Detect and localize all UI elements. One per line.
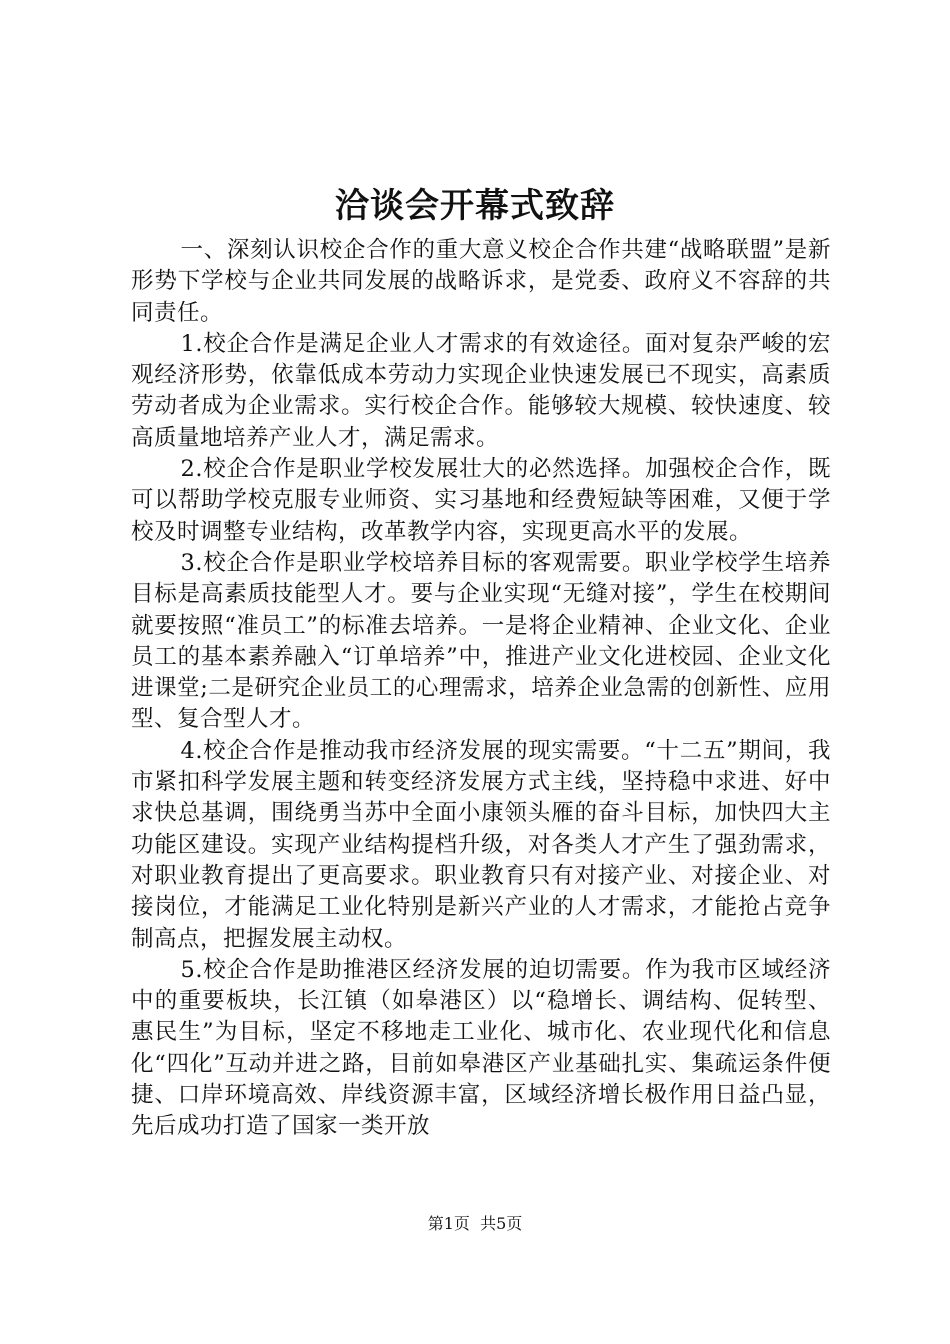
page-total: 共5页 — [480, 1214, 523, 1233]
paragraph-point-2: 2.校企合作是职业学校发展壮大的必然选择。加强校企合作，既可以帮助学校克服专业师资、实习基地和经费短缺等困难，又便于学校及时调整专业结构，改革教学内容，实现更高水平的发展。 — [131, 456, 831, 545]
paragraph-point-5: 5.校企合作是助推港区经济发展的迫切需要。作为我市区域经济中的重要板块，长江镇（如皋港区）以“稳增长、调结构、促转型、惠民生”为目标，坚定不移地走工业化、城市化、农业现代化和信息化“四化”互动并进之路，目前如皋港区产业基础扎实、集疏运条件便捷、口岸环境高效、岸线资源丰富，区域经济增长极作用日益凸显，先后成功打造了国家一类开放 — [131, 956, 831, 1140]
paragraph-point-1: 1.校企合作是满足企业人才需求的有效途径。面对复杂严峻的宏观经济形势，依靠低成本劳动力实现企业快速发展已不现实，高素质劳动者成为企业需求。实行校企合作。能够较大规模、较快速度、较高质量地培养产业人才，满足需求。 — [131, 330, 831, 451]
paragraph-intro: 一、深刻认识校企合作的重大意义校企合作共建“战略联盟”是新形势下学校与企业共同发展的战略诉求，是党委、政府义不容辞的共同责任。 — [131, 237, 831, 326]
paragraph-point-3: 3.校企合作是职业学校培养目标的客观需要。职业学校学生培养目标是高素质技能型人才。要与企业实现“无缝对接”，学生在校期间就要按照“准员工”的标准去培养。一是将企业精神、企业文化、企业员工的基本素养融入“订单培养”中，推进产业文化进校园、企业文化进课堂;二是研究企业员工的心理需求，培养企业急需的创新性、应用型、复合型人才。 — [131, 549, 831, 733]
document-body — [131, 235, 831, 1143]
document-title: 洽谈会开幕式致辞 — [335, 186, 615, 226]
page-number: 第1页 — [427, 1214, 470, 1233]
paragraph-point-4: 4.校企合作是推动我市经济发展的现实需要。“十二五”期间，我市紧扣科学发展主题和转变经济发展方式主线，坚持稳中求进、好中求快总基调，围绕勇当苏中全面小康领头雁的奋斗目标，加快四大主功能区建设。实现产业结构提档升级，对各类人才产生了强劲需求，对职业教育提出了更高要求。职业教育只有对接产业、对接企业、对接岗位，才能满足工业化特别是新兴产业的人才需求，才能抢占竞争制高点，把握发展主动权。 — [131, 737, 831, 952]
page-footer — [0, 1213, 950, 1235]
